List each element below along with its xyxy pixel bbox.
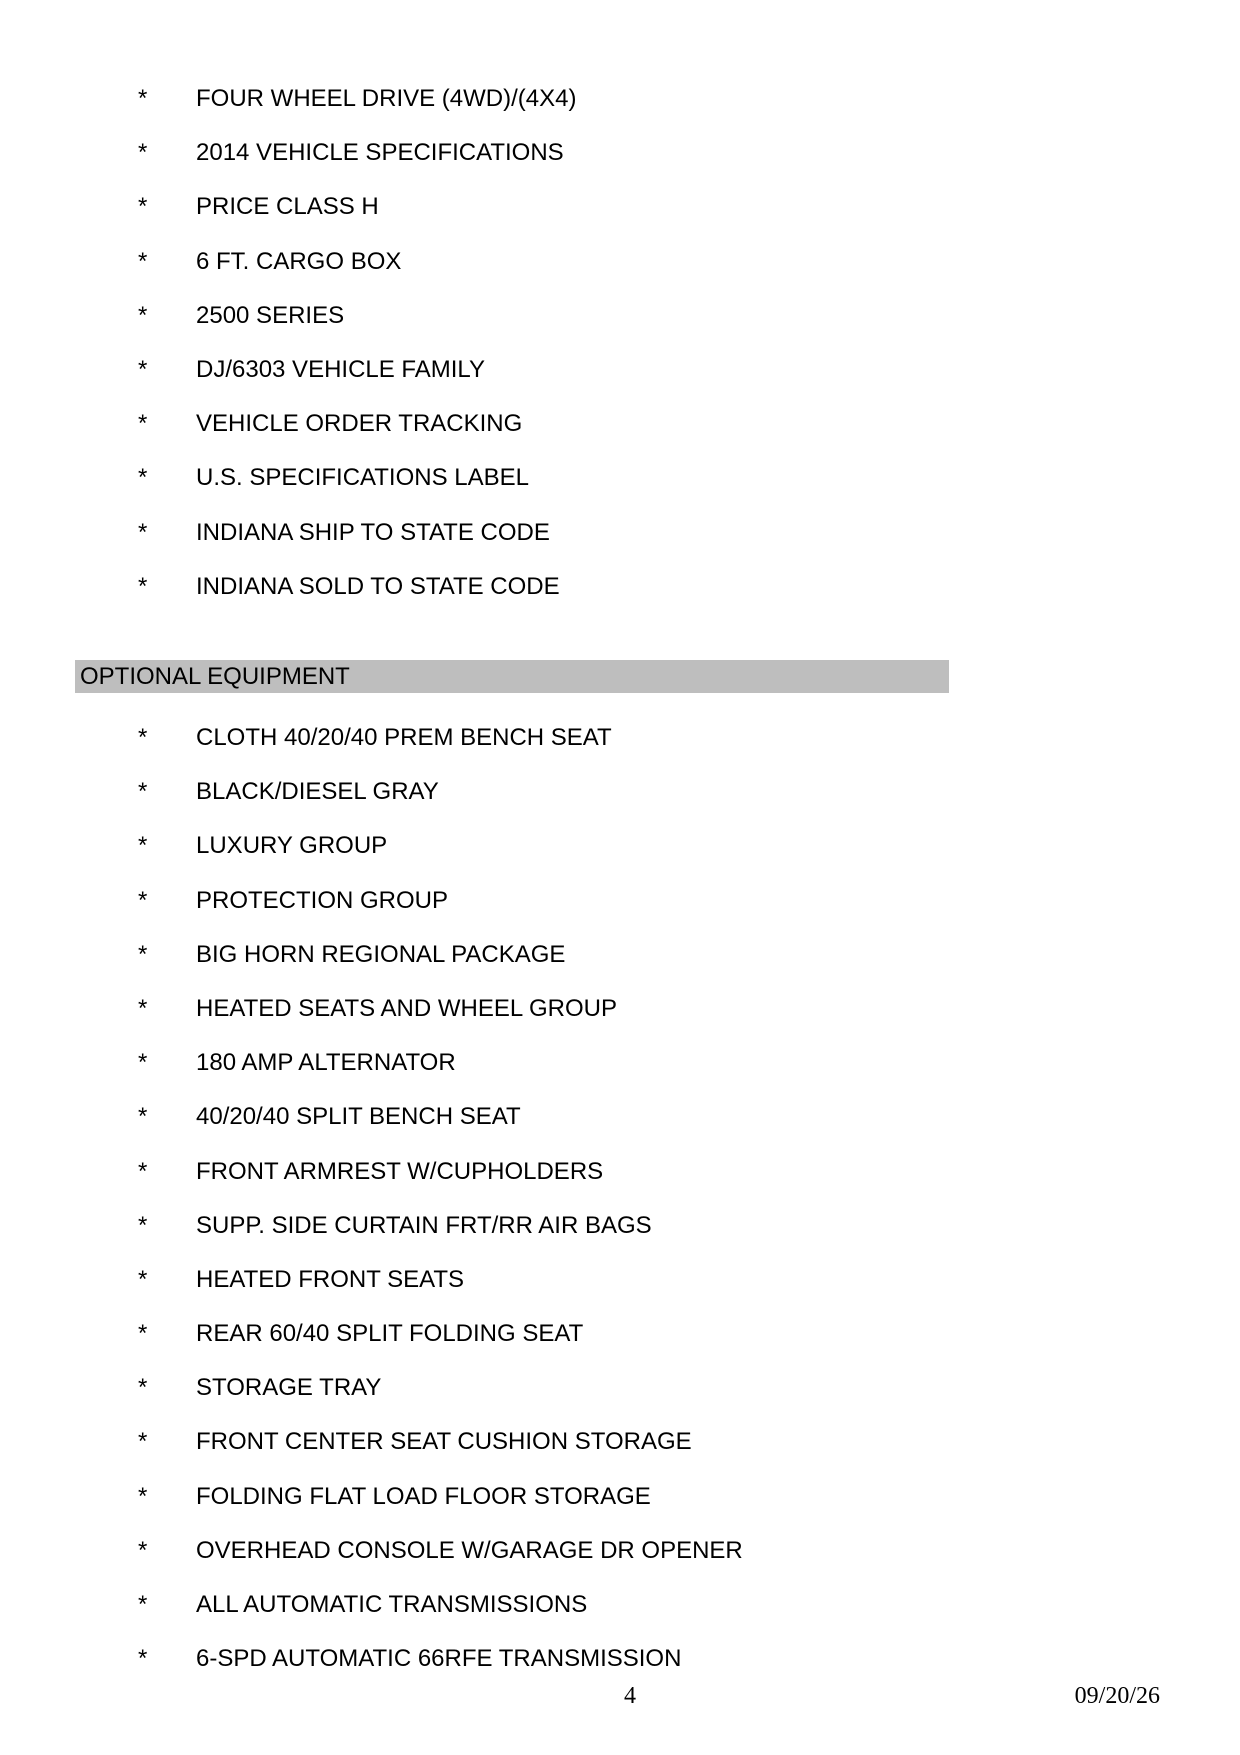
list-item-text: VEHICLE ORDER TRACKING [196,410,523,438]
list-item-text: PROTECTION GROUP [196,886,449,914]
bullet-asterisk: * [138,778,148,806]
list-item [0,1536,1240,1590]
list-item-text: HEATED SEATS AND WHEEL GROUP [196,994,617,1022]
bullet-asterisk: * [138,1536,148,1564]
list-item [0,247,1240,301]
list-item [0,1427,1240,1481]
list-item-text: 6-SPD AUTOMATIC 66RFE TRANSMISSION [196,1645,682,1673]
list-item [0,192,1240,246]
list-item-text: 2014 VEHICLE SPECIFICATIONS [196,139,564,167]
list-item-text: INDIANA SHIP TO STATE CODE [196,518,550,546]
list-item [0,463,1240,517]
bullet-asterisk: * [138,1211,148,1239]
standard-equipment-list [0,84,1240,626]
list-item-text: FOUR WHEEL DRIVE (4WD)/(4X4) [196,85,577,112]
page-number: 4 [624,1683,636,1709]
list-item [0,1102,1240,1156]
footer-date: 09/20/26 [1074,1683,1160,1709]
list-item-text: CLOTH 40/20/40 PREM BENCH SEAT [196,724,612,751]
list-item [0,138,1240,192]
list-item-text: U.S. SPECIFICATIONS LABEL [196,464,529,492]
bullet-asterisk: * [138,1482,148,1510]
list-item [0,994,1240,1048]
list-item-text: FRONT ARMREST W/CUPHOLDERS [196,1157,604,1185]
bullet-asterisk: * [138,247,148,275]
list-item [0,1211,1240,1265]
list-item-text: BIG HORN REGIONAL PACKAGE [196,940,566,968]
optional-equipment-header: OPTIONAL EQUIPMENT [75,660,949,693]
list-item [0,1265,1240,1319]
list-item-text: 2500 SERIES [196,301,345,329]
list-item-text: REAR 60/40 SPLIT FOLDING SEAT [196,1320,584,1348]
list-item [0,355,1240,409]
list-item-text: 180 AMP ALTERNATOR [196,1049,456,1077]
list-item [0,572,1240,626]
bullet-asterisk: * [138,886,148,914]
list-item-text: OVERHEAD CONSOLE W/GARAGE DR OPENER [196,1536,743,1564]
list-item-text: INDIANA SOLD TO STATE CODE [196,572,560,600]
list-item [0,84,1240,138]
bullet-asterisk: * [138,85,148,112]
bullet-asterisk: * [138,1374,148,1402]
bullet-asterisk: * [138,940,148,968]
list-item-text: FRONT CENTER SEAT CUSHION STORAGE [196,1428,692,1456]
bullet-asterisk: * [138,355,148,383]
list-item [0,723,1240,777]
list-item [0,1482,1240,1536]
list-item-text: PRICE CLASS H [196,193,379,221]
bullet-asterisk: * [138,139,148,167]
bullet-asterisk: * [138,301,148,329]
list-item-text: ALL AUTOMATIC TRANSMISSIONS [196,1591,588,1618]
list-item-text: 40/20/40 SPLIT BENCH SEAT [196,1103,521,1131]
bullet-asterisk: * [138,1049,148,1077]
list-item [0,1319,1240,1373]
bullet-asterisk: * [138,1265,148,1293]
bullet-asterisk: * [138,1645,148,1673]
bullet-asterisk: * [138,572,148,600]
list-item-text: DJ/6303 VEHICLE FAMILY [196,355,486,383]
bullet-asterisk: * [138,464,148,492]
optional-equipment-list [0,723,1240,1698]
bullet-asterisk: * [138,724,148,751]
bullet-asterisk: * [138,193,148,221]
list-item-text: BLACK/DIESEL GRAY [196,778,439,806]
list-item [0,1373,1240,1427]
bullet-asterisk: * [138,994,148,1022]
list-item [0,1157,1240,1211]
bullet-asterisk: * [138,1103,148,1131]
bullet-asterisk: * [138,1157,148,1185]
list-item [0,518,1240,572]
bullet-asterisk: * [138,1428,148,1456]
list-item [0,886,1240,940]
bullet-asterisk: * [138,1591,148,1618]
bullet-asterisk: * [138,832,148,860]
list-item-text: LUXURY GROUP [196,832,388,860]
list-item [0,940,1240,994]
list-item-text: SUPP. SIDE CURTAIN FRT/RR AIR BAGS [196,1211,652,1239]
bullet-asterisk: * [138,410,148,438]
bullet-asterisk: * [138,518,148,546]
list-item-text: FOLDING FLAT LOAD FLOOR STORAGE [196,1482,651,1510]
bullet-asterisk: * [138,1320,148,1348]
list-item [0,1590,1240,1644]
list-item-text: STORAGE TRAY [196,1374,382,1402]
list-item-text: 6 FT. CARGO BOX [196,247,402,275]
list-item [0,777,1240,831]
list-item-text: HEATED FRONT SEATS [196,1265,465,1293]
list-item [0,301,1240,355]
list-item [0,831,1240,885]
list-item [0,409,1240,463]
list-item [0,1048,1240,1102]
